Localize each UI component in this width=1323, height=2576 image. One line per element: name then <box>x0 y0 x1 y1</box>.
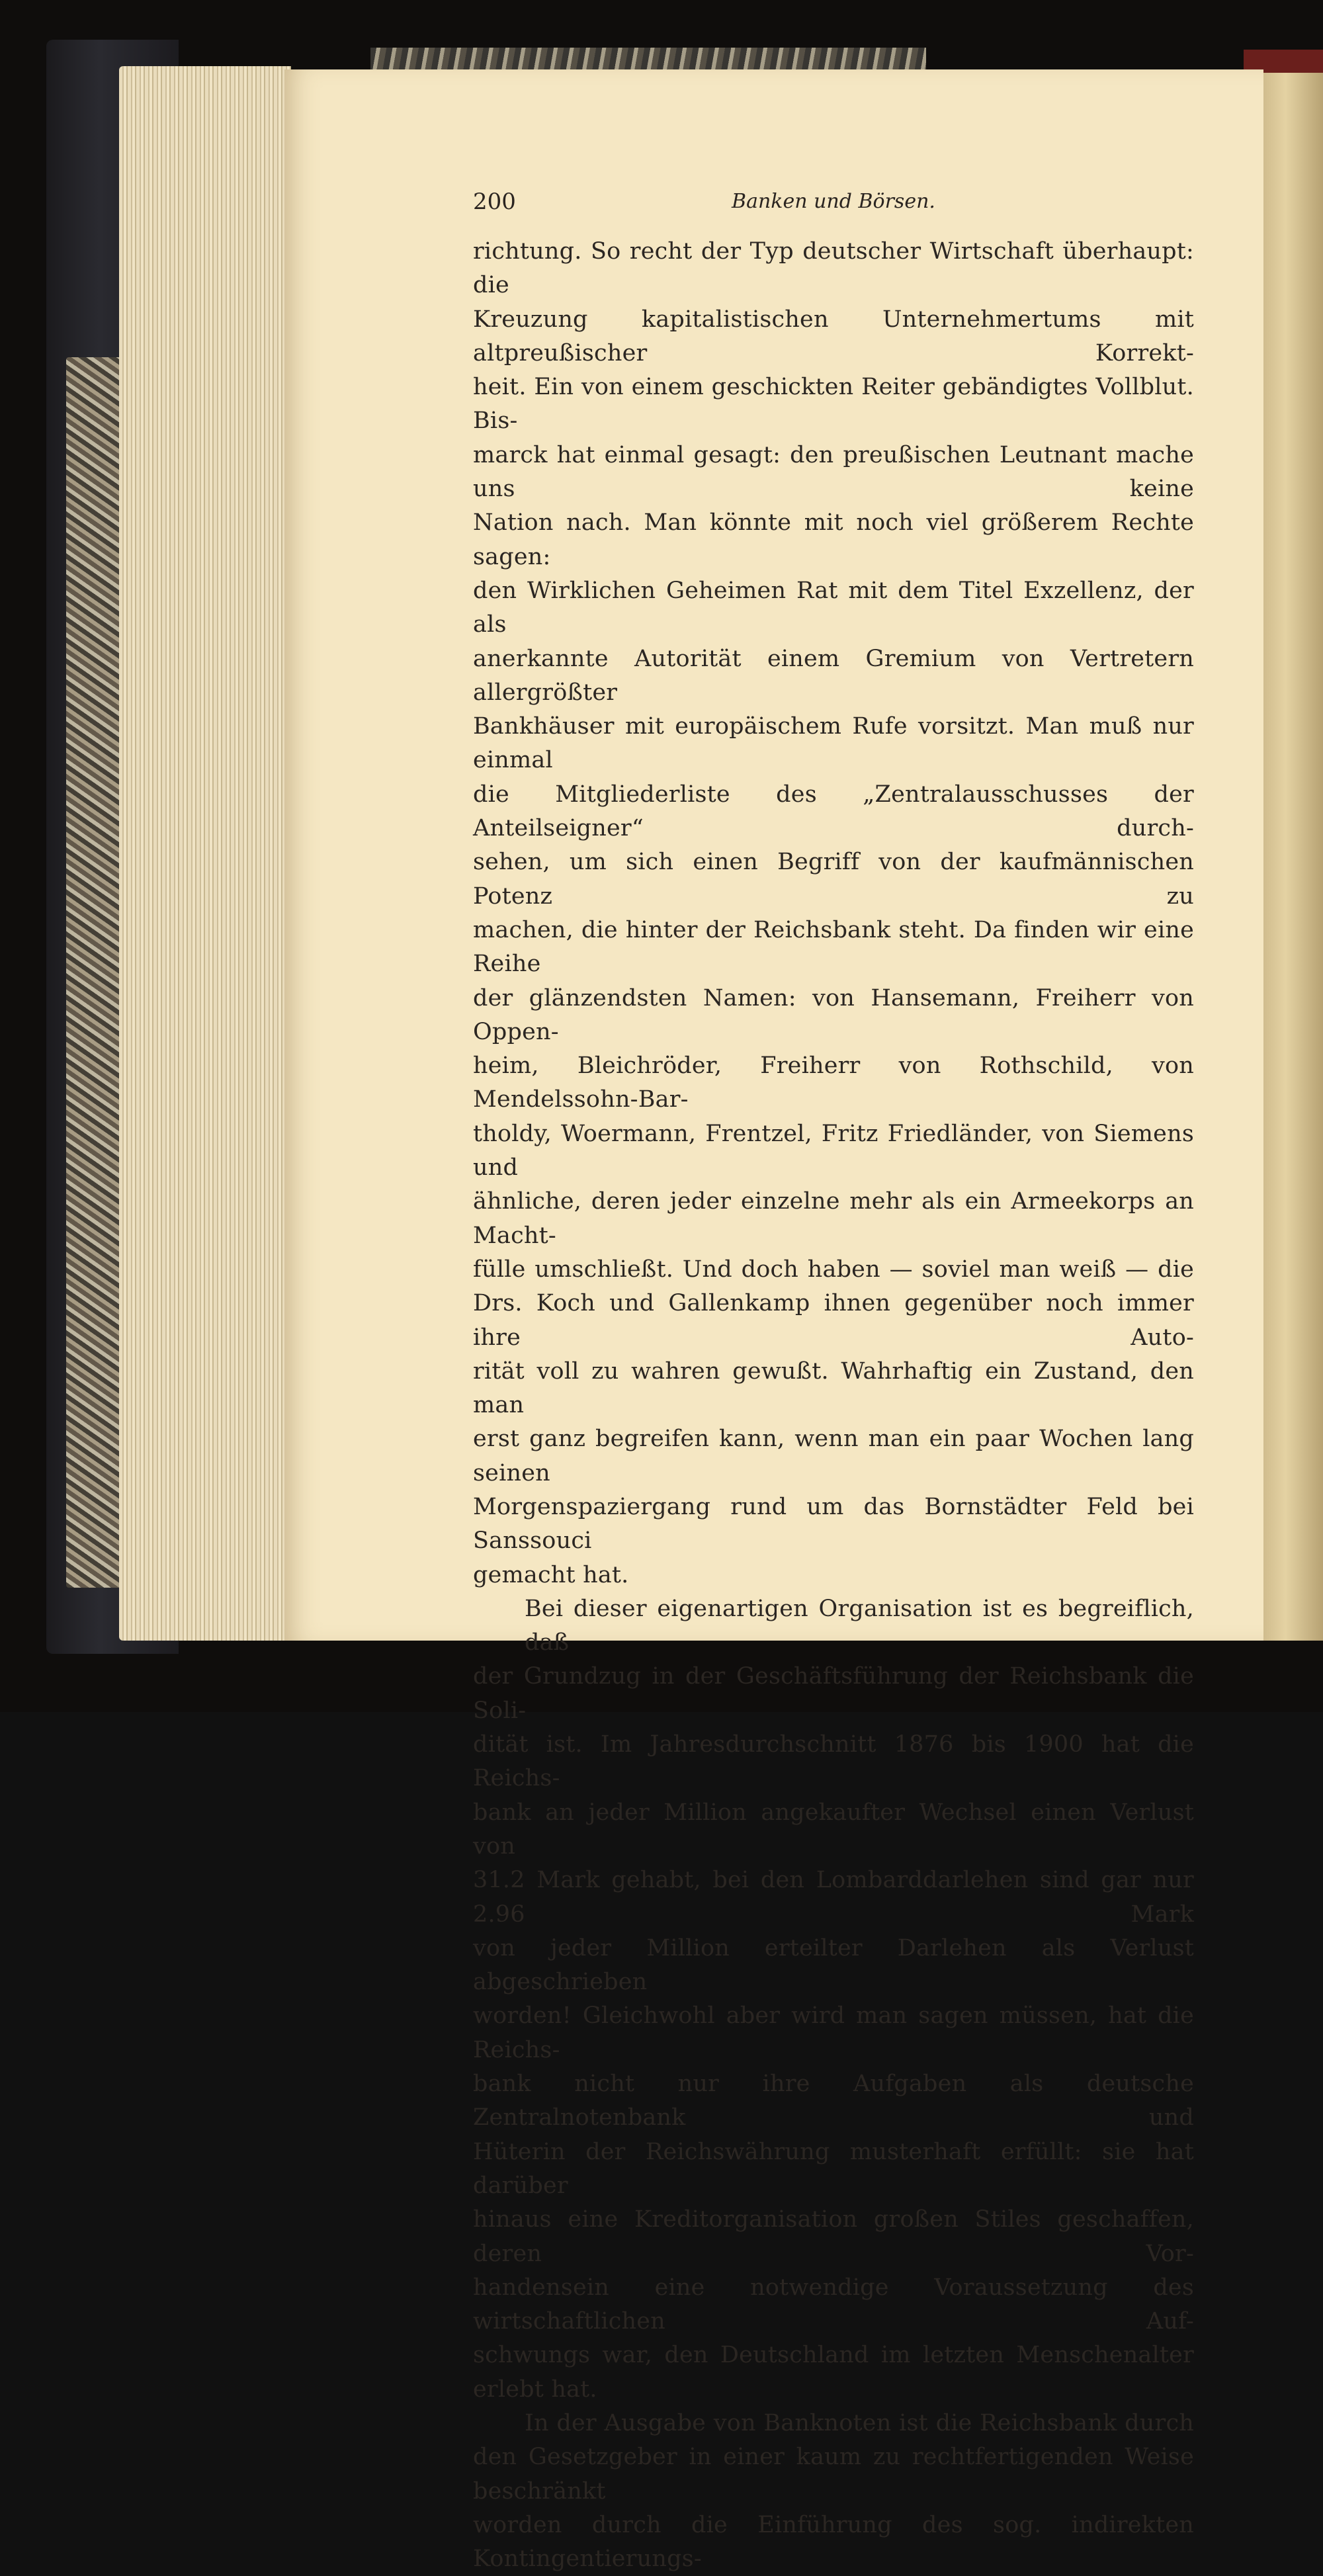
marbled-spine <box>66 357 126 1588</box>
text-line: Kreuzung kapitalistischen Unternehmertums mit altpreußischer Korrekt- <box>473 306 1194 366</box>
text-line: der Grundzug in der Geschäftsführung der Reichsbank die Soli- <box>473 1663 1194 1724</box>
text-line: schwungs war, den Deutschland im letzten Menschenalter erlebt hat. <box>473 2342 1194 2403</box>
text-line: rität voll zu wahren gewußt. Wahrhaftig ein Zustand, den man <box>473 1357 1194 1419</box>
text-line: fülle umschließt. Und doch haben — soviel man weiß — die <box>473 1256 1194 1283</box>
text-line: worden! Gleichwohl aber wird man sagen müssen, hat die Reichs- <box>473 2002 1194 2063</box>
text-line: machen, die hinter der Reichsbank steht. Da finden wir eine Reihe <box>473 916 1194 978</box>
text-line: bank nicht nur ihre Aufgaben als deutsche Zentralnotenbank und <box>473 2071 1194 2131</box>
text-line: anerkannte Autorität einem Gremium von Vertretern allergrößter <box>473 645 1194 706</box>
text-line: den Wirklichen Geheimen Rat mit dem Titel Exzellenz, der als <box>473 577 1194 638</box>
text-line: dität ist. Im Jahresdurchschnitt 1876 bis 1900 hat die Reichs- <box>473 1731 1194 1792</box>
text-line: erst ganz begreifen kann, wenn man ein paar Wochen lang seinen <box>473 1426 1194 1486</box>
text-line: heit. Ein von einem geschickten Reiter gebändigtes Vollblut. Bis- <box>473 374 1194 435</box>
text-line: die Mitgliederliste des „Zentralausschusses der Anteilseigner“ durch- <box>473 781 1194 842</box>
page-header <box>473 189 1194 228</box>
text-line: ähnliche, deren jeder einzelne mehr als ein Armeekorps an Macht- <box>473 1188 1194 1249</box>
text-line: Drs. Koch und Gallenkamp ihnen gegenüber noch immer ihre Auto- <box>473 1290 1194 1351</box>
text-line: Bankhäuser mit europäischem Rufe vorsitzt. Man muß nur einmal <box>473 713 1194 774</box>
text-line: hinaus eine Kreditorganisation großen Stiles geschaffen, deren Vor- <box>473 2206 1194 2267</box>
running-head: Banken und Börsen. <box>732 190 935 213</box>
text-line: tholdy, Woermann, Frentzel, Fritz Friedländer, von Siemens und <box>473 1120 1194 1181</box>
text-line: Bei dieser eigenartigen Organisation ist es begreiflich, daß <box>525 1595 1194 1656</box>
book-page <box>284 69 1263 2573</box>
text-line: heim, Bleichröder, Freiherr von Rothschild, von Mendelssohn-Bar- <box>473 1052 1194 1113</box>
text-line: von jeder Million erteilter Darlehen als Verlust abgeschrieben <box>473 1934 1194 1996</box>
next-page-edge <box>1260 73 1323 1641</box>
text-line: gemacht hat. <box>473 1561 629 1588</box>
text-line: Nation nach. Man könnte mit noch viel größerem Rechte sagen: <box>473 509 1194 570</box>
text-line: den Gesetzgeber in einer kaum zu rechtfertigenden Weise beschränkt <box>473 2444 1194 2505</box>
text-line: worden durch die Einführung des sog. indirekten Kontingentierungs- <box>473 2511 1194 2573</box>
text-line: richtung. So recht der Typ deutscher Wirtschaft überhaupt: die <box>473 238 1194 299</box>
text-line: bank an jeder Million angekaufter Wechsel einen Verlust von <box>473 1799 1194 1860</box>
page-number: 200 <box>473 189 516 215</box>
text-line: Hüterin der Reichswährung musterhaft erfüllt: sie hat darüber <box>473 2138 1194 2199</box>
text-line: marck hat einmal gesagt: den preußischen Leutnant mache uns keine <box>473 441 1194 503</box>
text-line: der glänzendsten Namen: von Hansemann, Freiherr von Oppen- <box>473 984 1194 1045</box>
page-edges <box>119 66 291 1641</box>
body-text <box>473 235 1194 2576</box>
text-line: In der Ausgabe von Banknoten ist die Reichsbank durch <box>525 2410 1194 2436</box>
text-line: sehen, um sich einen Begriff von der kaufmännischen Potenz zu <box>473 849 1194 910</box>
text-line: 31.2 Mark gehabt, bei den Lombarddarlehen sind gar nur 2.96 Mark <box>473 1867 1194 1928</box>
text-line: Morgenspaziergang rund um das Bornstädter Feld bei Sanssouci <box>473 1493 1194 1555</box>
text-line: handensein eine notwendige Voraussetzung des wirtschaftlichen Auf- <box>473 2274 1194 2335</box>
